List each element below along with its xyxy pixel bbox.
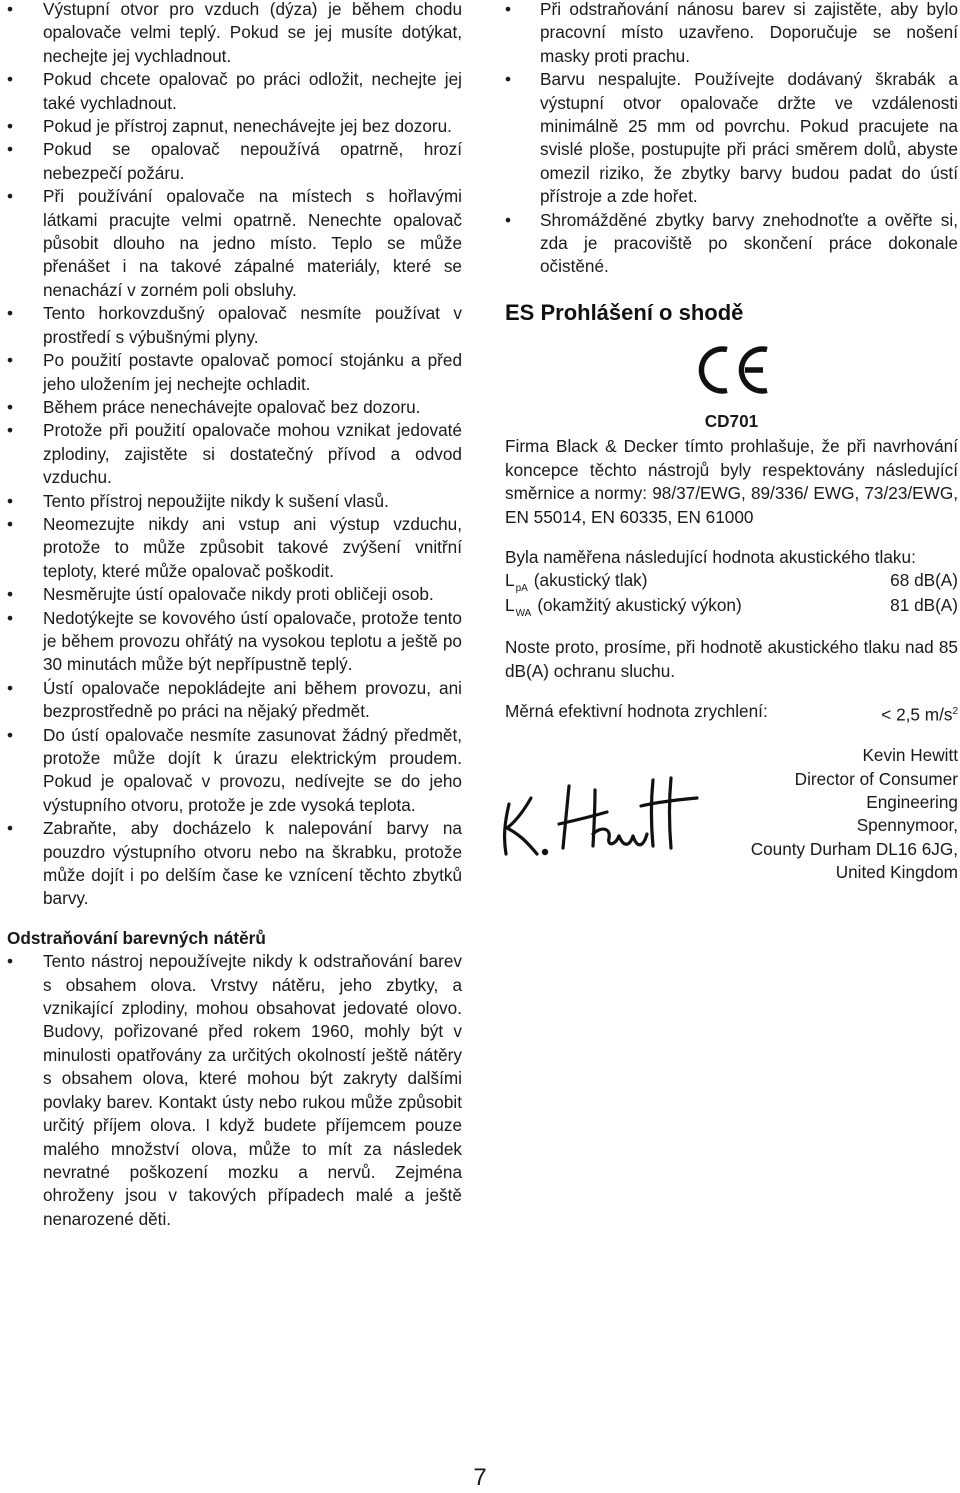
paint-removal-bullet-item xyxy=(7,950,462,1231)
safety-bullet-item xyxy=(7,0,462,68)
bullet-icon: • xyxy=(7,490,14,511)
signatory-line: Kevin Hewitt xyxy=(862,745,958,766)
safety-bullet-text: Pokud se opalovač nepoužívá opatrně, hrozí nebezpečí požáru. xyxy=(43,139,462,183)
acoustic-quantity xyxy=(505,569,647,594)
ce-mark-icon xyxy=(693,342,771,398)
safety-bullet-item xyxy=(7,490,462,513)
safety-bullet-item xyxy=(7,677,462,724)
left-column xyxy=(7,0,462,1231)
vibration-label: Měrná efektivní hodnota zrychlení: xyxy=(505,701,768,722)
safety-bullet-text: Během práce nenechávejte opalovač bez dozoru. xyxy=(43,396,421,417)
safety-bullet-text: Nesměrujte ústí opalovače nikdy proti obličeji osob. xyxy=(43,584,434,605)
bullet-icon: • xyxy=(7,69,14,90)
safety-bullet-item xyxy=(7,607,462,677)
safety-bullet-text: Zabraňte, aby docházelo k nalepování barvy na pouzdro výstupního otvoru nebo na škrabku, protože může dojít i po delším čase ke vznícení těchto zbytků barvy. xyxy=(43,818,462,909)
safety-bullet-text: Pokud chcete opalovač po práci odložit, nechejte jej také vychladnout. xyxy=(43,69,462,113)
paint-removal-bullet-list xyxy=(7,950,462,1231)
signatory-line: Engineering xyxy=(866,792,958,813)
bullet-icon: • xyxy=(505,209,512,230)
bullet-icon: • xyxy=(505,69,512,90)
bullet-icon: • xyxy=(7,607,14,628)
acoustic-value: 68 dB(A) xyxy=(890,570,958,591)
bullet-icon: • xyxy=(7,584,14,605)
paint-removal-bullet-list-continued xyxy=(505,0,958,279)
safety-bullet-text: Tento přístroj nepoužijte nikdy k sušení vlasů. xyxy=(43,490,389,511)
conformity-declaration: Firma Black & Decker tímto prohlašuje, že při navrhování koncepce těchto nástrojů byly respektovány následující směrnice a normy: 98/37/EWG, 89/336/ EWG, 73/23/EWG, EN 55014, EN 60335, EN 61000 xyxy=(505,436,958,527)
safety-bullet-text: Ústí opalovače nepokládejte ani během provozu, ani bezprostředně po práci na nějaký předmět. xyxy=(43,677,462,722)
safety-bullet-text: Nedotýkejte se kovového ústí opalovače, protože tento je během provozu ohřátý na vysokou teplotu a ještě po 30 minutách může být nepřípustně teplý. xyxy=(43,607,462,675)
paint-removal-bullet-text: Tento nástroj nepoužívejte nikdy k odstraňování barev s obsahem olova. Vrstvy nátěru, jeho zbytky, a vznikající zplodiny, mohou obsahovat jedovaté olovo. Budovy, pořizované před rokem 1960, mohly být v minulosti opatřovány za určitých okolností ještě nátěry s obsahem olova, které mohou být zakryty dalšími povlaky barev. Kontakt ústy nebo rukou může způsobit určitý příjem olova. I když budete příjemcem pouze malého množství olova, může to mít za následek nevratné poškození mozku a nervů. Zejména ohroženy jsou v takových případech malé a ještě nenarozené děti. xyxy=(43,951,462,1229)
signatory-line: United Kingdom xyxy=(835,862,958,883)
vibration-value: < 2,5 $m/s^2$ xyxy=(881,704,958,725)
declaration-title: ES Prohlášení o shodě xyxy=(505,299,744,325)
bullet-icon: • xyxy=(7,818,14,839)
acoustic-intro: Byla naměřena následující hodnota akustického tlaku: xyxy=(505,546,916,567)
acoustic-values xyxy=(505,569,958,619)
handwritten-signature xyxy=(497,776,707,866)
bullet-icon: • xyxy=(7,0,14,19)
safety-bullet-item xyxy=(7,396,462,419)
paint-removal-bullet-item xyxy=(505,209,958,279)
safety-bullet-item xyxy=(7,817,462,911)
safety-bullet-item xyxy=(7,724,462,818)
bullet-icon: • xyxy=(505,0,512,19)
section-heading-paint-removal: Odstraňování barevných nátěrů xyxy=(7,927,266,948)
signatory-line: County Durham DL16 6JG, xyxy=(750,838,958,859)
safety-bullet-item xyxy=(7,583,462,606)
safety-bullet-item xyxy=(7,68,462,115)
safety-bullet-text: Výstupní otvor pro vzduch (dýza) je během chodu opalovače velmi teplý. Pokud se jej musíte dotýkat, nechejte jej vychladnout. xyxy=(43,0,462,66)
acoustic-row xyxy=(505,594,958,619)
model-number: CD701 xyxy=(704,410,759,431)
safety-bullet-item xyxy=(7,513,462,583)
safety-bullet-text: Protože při použití opalovače mohou vznikat jedovaté zplodiny, zajistěte si dostatečný přívod a odvod vzduchu. xyxy=(43,420,462,488)
bullet-icon: • xyxy=(7,116,14,137)
ce-mark xyxy=(505,342,958,398)
safety-bullet-item xyxy=(7,349,462,396)
safety-bullet-text: Po použití postavte opalovač pomocí stojánku a před jeho uložením jej nechejte ochladit. xyxy=(43,350,462,394)
bullet-icon: • xyxy=(7,396,14,417)
safety-bullet-text: Tento horkovzdušný opalovač nesmíte používat v prostředí s výbušnými plyny. xyxy=(43,303,462,347)
bullet-icon: • xyxy=(7,513,14,534)
bullet-icon: • xyxy=(7,186,14,207)
acoustic-symbol: $L_{pA}$ xyxy=(505,570,528,595)
hearing-protection-note: Noste proto, prosíme, při hodnotě akustického tlaku nad 85 dB(A) ochranu sluchu. xyxy=(505,637,958,681)
right-column xyxy=(505,0,958,904)
bullet-icon: • xyxy=(7,677,14,698)
safety-bullet-item xyxy=(7,138,462,185)
bullet-icon: • xyxy=(7,139,14,160)
safety-bullet-item xyxy=(7,115,462,138)
safety-bullet-list xyxy=(7,0,462,911)
acoustic-label: (okamžitý akustický výkon) xyxy=(537,595,742,616)
acoustic-row xyxy=(505,569,958,594)
paint-removal-bullet-text: Při odstraňování nánosu barev si zajistěte, aby bylo pracovní místo uzavřeno. Doporučuje se nošení masky proti prachu. xyxy=(540,0,958,66)
paint-removal-bullet-item xyxy=(505,68,958,208)
paint-removal-bullet-text: Barvu nespalujte. Používejte dodávaný škrabák a výstupní otvor opalovače držte ve vzdálenosti minimálně 25 mm od povrchu. Pokud pracujete na svislé ploše, postupujte při práci směrem dolů, abyste omezil riziko, že zbytky barvy budou padat do ústí přístroje a zde hořet. xyxy=(540,69,958,207)
signatory-line: Spennymoor, xyxy=(856,815,958,836)
vibration-row xyxy=(505,700,958,727)
signatory-line: Director of Consumer xyxy=(794,768,958,789)
paint-removal-bullet-item xyxy=(505,0,958,68)
safety-bullet-item xyxy=(7,419,462,489)
bullet-icon: • xyxy=(7,420,14,441)
signature-block xyxy=(505,744,958,904)
bullet-icon: • xyxy=(7,303,14,324)
bullet-icon: • xyxy=(7,951,14,972)
safety-bullet-item xyxy=(7,185,462,302)
acoustic-label: (akustický tlak) xyxy=(533,570,648,591)
page-number: 7 xyxy=(473,1464,487,1491)
safety-bullet-text: Do ústí opalovače nesmíte zasunovat žádný předmět, protože může dojít k úrazu elektrickým proudem. Pokud je opalovač v provozu, nedívejte se do jeho výstupního otvoru, protože je zde vysoká teplota. xyxy=(43,724,462,815)
acoustic-value: 81 dB(A) xyxy=(890,595,958,616)
paint-removal-bullet-text: Shromážděné zbytky barvy znehodnoťte a ověřte si, zda je pracoviště po skončení práce dokonale očistěné. xyxy=(540,209,958,277)
safety-bullet-text: Pokud je přístroj zapnut, nenechávejte jej bez dozoru. xyxy=(43,116,452,137)
signatory-details xyxy=(751,744,958,884)
safety-bullet-text: Při používání opalovače na místech s hořlavými látkami pracujte velmi opatrně. Nenechte opalovač působit dlouho na jedno místo. Teplo se může přenášet i na takové zápalné materiály, které se nenachází v zorném poli obsluhy. xyxy=(43,186,462,300)
safety-bullet-item xyxy=(7,302,462,349)
bullet-icon: • xyxy=(7,350,14,371)
acoustic-symbol: $L_{WA}$ xyxy=(505,595,532,620)
safety-bullet-text: Neomezujte nikdy ani vstup ani výstup vzduchu, protože to může způsobit takové zvýšení vnitřní teploty, které může opalovač poškodit. xyxy=(43,513,462,581)
bullet-icon: • xyxy=(7,724,14,745)
acoustic-quantity xyxy=(505,594,742,619)
